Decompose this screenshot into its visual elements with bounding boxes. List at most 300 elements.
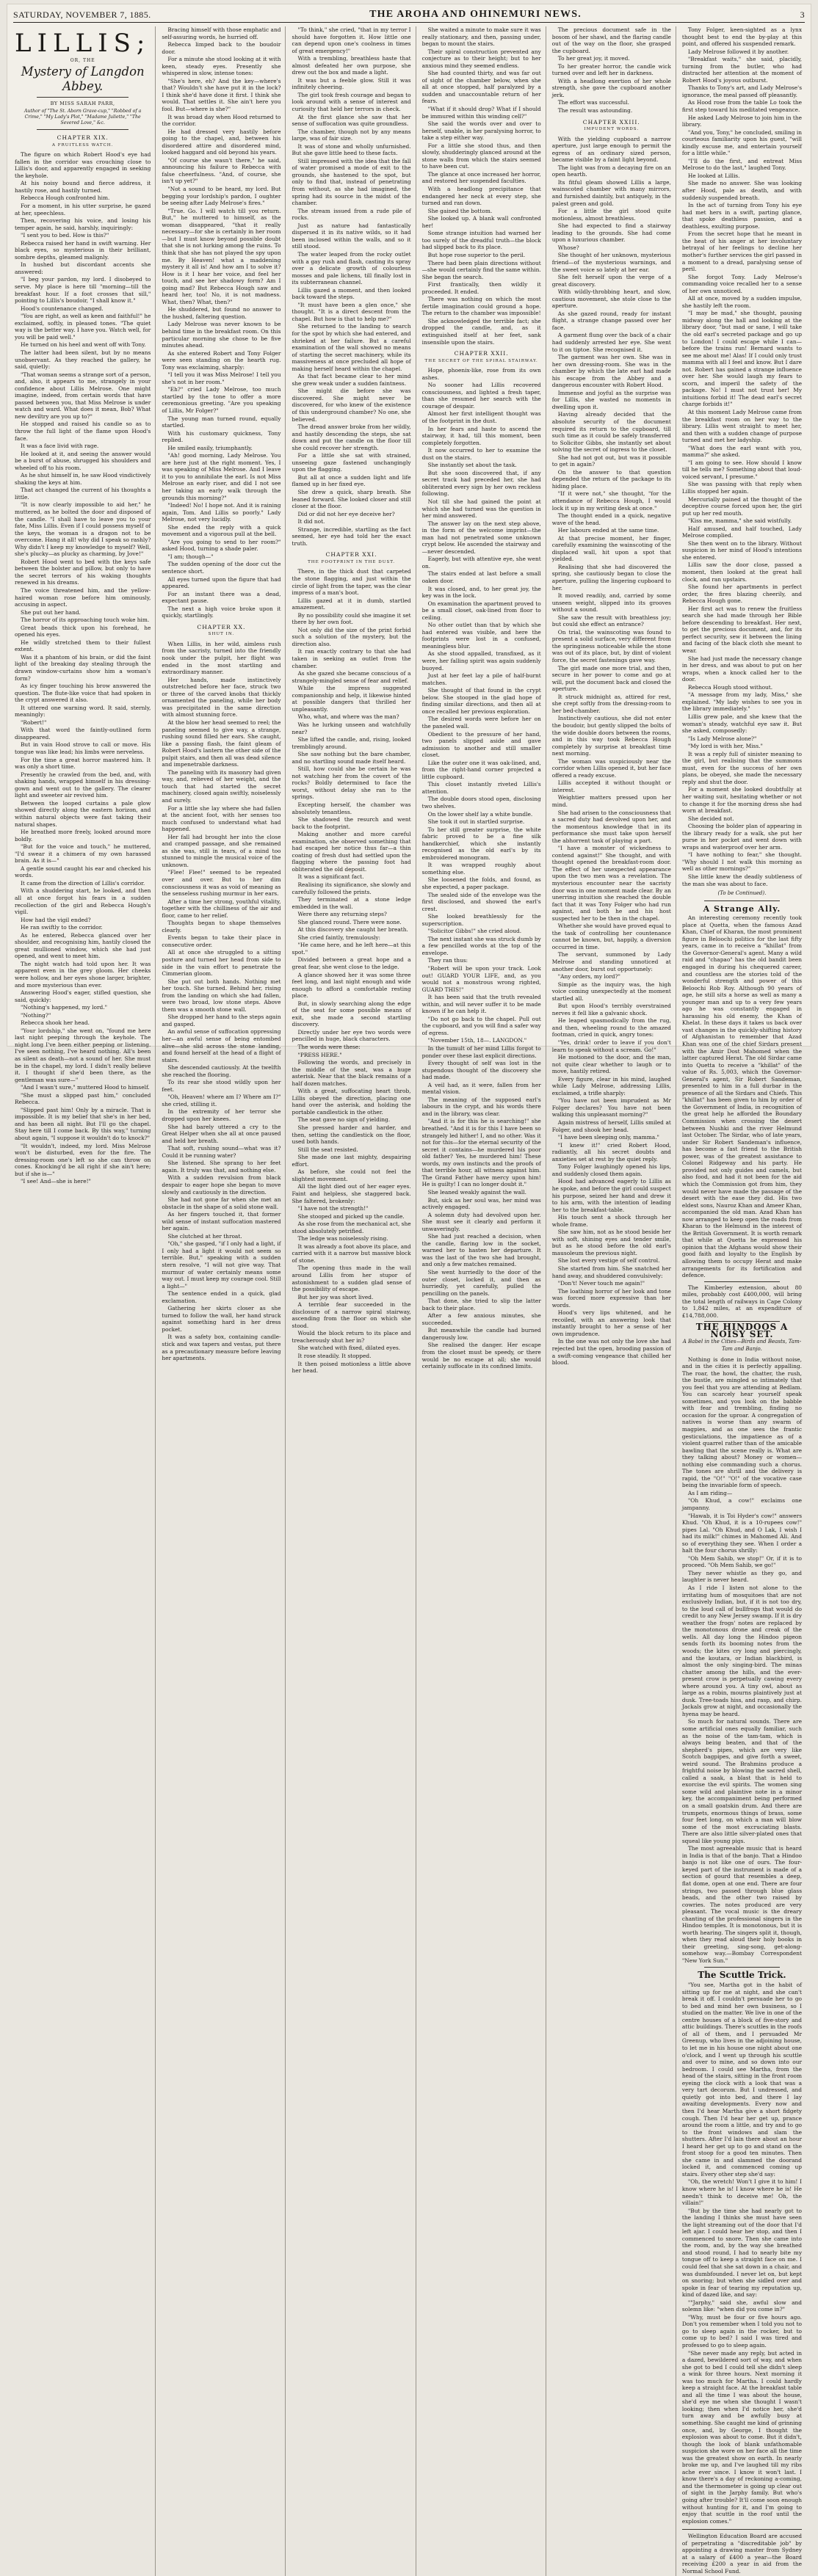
paragraph: But all at once a sudden light and life flamed up in her fixed eye. — [292, 473, 411, 488]
serial-or-the: OR, THE — [70, 58, 95, 63]
paragraph: "I have nothing to fear," she thought. "Why should I not walk this morning as well as other mornings?" — [681, 851, 802, 873]
paragraph: That act changed the current of his thoughts a little. — [15, 487, 151, 501]
paragraph: For a moment, in his utter surprise, he gazed at her, speechless. — [15, 203, 151, 217]
paragraph: "I knew it!" cried Robert Hood, radiantly, all his secret doubts and anxieties set at rest by the quiet reply. — [551, 1141, 671, 1163]
paragraph: As her fingers touched it, that former wild sense of instant suffocation mastered her again. — [162, 1211, 281, 1232]
paragraph: The desired words were before her on the paneled wall. — [421, 716, 541, 729]
paragraph: She drew a quick, sharp breath. She leaned forward. She looked closer and still closer at the floor. — [292, 489, 411, 510]
paragraph: Her labours ended at the same time. — [557, 527, 659, 534]
paragraph: She saw him, not as he stood beside her with soft, shining eyes and tender smile, but as he stood before the old earl's mausoleum the previous night. — [551, 1229, 671, 1256]
paragraph: The next instant she was struck dumb by a few pencilled words at the top of the envelope. — [421, 935, 541, 956]
paragraph: Some strange intuition had warned her too surely of the dreadful truth—the block had slipped back to its place. — [421, 230, 541, 251]
paragraph: "Are you going to send to her room?" asked Hood, turning a shade paler. — [162, 538, 281, 553]
paragraph: Like the outer one it was oak-lined, and, from the right-hand corner projected a little cupboard. — [421, 759, 541, 780]
paragraph: "Solicitor Gibbs!" she cried aloud. — [427, 928, 522, 935]
paragraph: The stream issued from a rude pile of rocks. — [292, 207, 411, 222]
paragraph: He looked at it, and seeing the answer would be a burst of abuse, shrugged his shoulders and wheeled off to his room. — [15, 450, 151, 471]
paragraph: Were there any returning steps? — [297, 911, 387, 918]
column-2 — [159, 26, 286, 2576]
paragraph: An awful sense of suffocation oppressing her—an awful sense of being entombed alive—she slid across the stone landing, and found herself at the head of a flight of stairs. — [162, 1028, 281, 1063]
paragraph: The loathing horror of her look and tone was forced more expressive than her words. — [551, 1287, 671, 1309]
paragraph: Hood had advanced eagerly to Lillis as he spoke, and before the girl could suspect his purpose, seized her hand and drew it to his arm, with the intention of leading her to the breakfast-table. — [551, 1178, 671, 1213]
paragraph: Great beads thick upon his forehead, he opened his eyes. — [15, 624, 151, 638]
paragraph: "It is now clearly impossible to aid her," he muttered, as he bolted the door and disposed of the candle. "I shall have to leave you to your fate, Miss Lillis. Even if I could possess myself of the keys, the woman is a dragon not to be overcome. Hang it all! why did I speak so rashly? Why didn't I keep my knowledge to myself? Well, she's plucky—as plucky as charming, by Jove!" — [15, 501, 151, 558]
paragraph: "But by the time she had nearly got to the landing I thinks she must have seen the light streaming out of the door that I'd left ajar. I could hear her stop, and then I commenced to snore. Then she came into the room, and, by the way she breathed and stood round, I had to nearly bite my tongue off to keep a straight face on me. I could feel that she sat down in a chair, and was dumbfounded. I never let on, but kept on snoring; but when she sidled over and spoke in fear of tearing my reputation up, kind of dazed like, and say: — [681, 2207, 802, 2299]
serial-byline: BY MISS SARAH PARR, — [50, 100, 115, 106]
paragraph: He had dressed very hastily before going to the chapel, and, between his disordered attire and disordered mind, looked haggard and old beyond his years. — [162, 128, 281, 156]
paragraph: As she gazed she became conscious of a strangely-mingled sense of fear and relief. — [292, 670, 411, 684]
paragraph: The seat gave no sign of yielding. — [297, 1116, 391, 1124]
paragraph: "Your lordship," she went on, "found me here last night peeping through the keyhole. The night long I've been either peeping or listening. I've seen nothing, I've heard nothing. All's been as silent as death—not a sound of her. She must be in the chapel, my lord. I didn't really believe it. I thought if she'd been there, as the gentleman was sure—" — [15, 1027, 151, 1083]
paragraph: Simple as the inquiry was, the high voice coming unexpectedly at the moment startled all. — [551, 980, 671, 1002]
paragraph: The stairs ended at last before a small oaken door. — [421, 570, 541, 585]
paragraph: At this moment Lady Melrose came from the breakfast room on her way to the library. Lillis went straight to meet her, and then with a sudden change of purpose turned and met her ladyship. — [681, 408, 802, 444]
divider — [37, 97, 129, 98]
paragraph: Still impressed with the idea that the fall of water promised a mode of exit to the grounds, she hastened to the spot, but only to find that, instead of penetrating from without, as she had imagined, the spring had its source in the midst of the chamber. — [292, 157, 411, 207]
article-body — [682, 1982, 802, 2525]
paragraph: She forgot Tony. Lady Melrose's commanding voice recalled her to a sense of her own unnoticed. — [681, 273, 802, 294]
paragraph: By no possibility could she imagine it set there by her own foot. — [292, 611, 411, 626]
paragraph: She stooped and picked up the candle. — [297, 1212, 405, 1220]
paragraph: It ran exactly contrary to that she had taken in seeking an outlet from the chamber. — [292, 648, 411, 669]
paragraph: Who, what, and where was the man? — [297, 713, 399, 721]
paragraph: "That woman seems a strange sort of a person, and, also, it appears to me, strangely in your confidence about Lillis Melrose. One might imagine, indeed, from certain words that have passed between you, that Miss Melrose is under watch and ward. What does it mean, Bob? What new deviltry are you up to?" — [15, 371, 151, 420]
column-3 — [289, 26, 416, 2576]
paragraph: Thoughts began to shape themselves clearly. — [162, 920, 281, 934]
paragraph: At this discovery she caught her breath. — [297, 926, 408, 934]
paragraph: Choosing the bolder plan of appearing in the library ready for a walk, she put her purse in her pocket and went down with wraps and waterproof over her arm. — [681, 823, 802, 851]
paragraph: Lillis gazed at it in dumb, startled amazement. — [292, 597, 411, 611]
paragraph: Just as nature had fantastically dispersed it in its native wilds, so it had been inclosed within the walls, and so it still stood. — [292, 222, 411, 250]
paragraph: "What does the earl want with you, mamma?" she asked. — [681, 444, 802, 459]
paragraph: She looked breathlessly for the superscription. — [421, 913, 541, 927]
paragraph: Between the looped curtains a pale glow showed directly along the eastern horizon, and within natural objects were fast taking their natural shapes. — [15, 799, 151, 828]
paragraph: "But for the voice and touch," he muttered, "I'd swear it a chimera of my own harassed brain. As it is—" — [15, 843, 151, 865]
paragraph: She put out both hands. Nothing met her touch. She turned. Behind her, rising from the landing on which she had fallen, were two broad, low stone steps. Above them was a smooth stone wall. — [162, 978, 281, 1013]
paragraph: "And it is for this he is searching!" she breathed. "And it is for this I have been so strangely led hither! I, and no other. Was it not for this—for the eternal security of the secret it contains—he murdered his poor old father? Yes, he murdered him! These words, my own instincts and the proofs of that terrible hour, all witness against him. The Grand Father have mercy upon him! He is guilty! I can no longer doubt it." — [421, 1118, 541, 1188]
paragraph: Bracing himself with those emphatic and self-assuring words, he hurried off. — [162, 26, 281, 40]
paragraph: ""Jarphy," said she, awful slow and solemn like: "when did you come in?" — [681, 2299, 802, 2313]
paragraph: "Yes, drink! order to leave if you don't learn to speak without a scream. Go!" — [551, 1039, 671, 1053]
paragraph: Divided between a great hope and a great fear, she went close to the ledge. — [292, 956, 411, 970]
paragraph: There had been plain directions without—she would certainly find the same within. She began the search. — [421, 259, 541, 280]
paragraph: "Why, must be four or five hours ago. Don't you remember when I told you not to go to sleep again in the rocker, but to come up to bed? I said I was tired and professed to go to sleep again. — [681, 2313, 802, 2348]
paragraph: The ledge was noiselessly rising. — [297, 1235, 388, 1242]
paragraph: Excepting herself, the chamber was absolutely tenantless. — [292, 801, 411, 815]
paragraph: Rebecca limped back to the boudoir door. — [162, 41, 281, 55]
article-body — [422, 26, 541, 346]
paragraph: No other outlet than that by which she had entered was visible, and here the footprints were lost in a confused, meaningless blur. — [421, 622, 541, 650]
paragraph: For a moment she looked doubtfully at her waiting suit, hesitating whether or not to change it for the morning dress she had worn at breakfast. — [681, 786, 802, 815]
paragraph: The woman was suspiciously near the corridor when Lillis opened it, but her face offered a ready excuse. — [551, 757, 671, 779]
paragraph: It uttered one warning word. It said, sternly, meaningly: — [15, 704, 151, 718]
paragraph: "November 15th, 18—. LANGDON." — [427, 1037, 527, 1044]
paragraph: She might die before she was discovered. She might never be discovered, for who knew of the existence of this underground chamber? No one, she believed. — [292, 388, 411, 423]
paragraph: On the lower shelf lay a white bundle. — [427, 810, 533, 818]
paragraph: Every thought of self was lost in the stupendous thought of the discovery she had made. — [421, 1060, 541, 1081]
paragraph: Robert Hood went to bed with the keys safe between the bolster and pillow, but only to have the secret terrors of his waking thoughts renewed in his dreams. — [15, 558, 151, 586]
paragraph: Still the seat resisted. — [297, 1146, 358, 1153]
paragraph: "I am; though—" — [167, 553, 214, 560]
paragraph: A terrible fear succeeded in the disclosure of a narrow spiral stairway, ascending from the floor on which she stood. — [292, 1301, 411, 1329]
paragraph: To her greater horror, the candle wick turned over and left her in darkness. — [551, 62, 671, 77]
paragraph: He stopped and raised his candle so as to throw the full light of the flame upon Hood's face. — [15, 421, 151, 442]
paragraph: "I sent you to bed. How is this?" — [21, 232, 109, 239]
paragraph: The latter had been silent, but by no means unobservant. As they reached the gallery, he said, quietly: — [15, 349, 151, 371]
paragraph: He turned on his heel and went off with Tony. — [21, 341, 146, 349]
paragraph: First frantically, then wildly it proceeded. It ended. — [421, 281, 541, 295]
paragraph: Still, how could she be certain he was not watching her from the covert of the rocks? Boldly determined to face the worst, without delay she ran to the springs. — [292, 765, 411, 801]
paragraph: He leaped spasmodically from the rug, and then, wheeling round to the amazed footman, cried in quick, angry tones: — [551, 1017, 671, 1038]
paragraph: Lillis saw the door close, passed a moment, then looked at the great hall clock, and ran upstairs. — [681, 561, 802, 583]
paragraph: His touch sent a shock through her whole frame. — [551, 1214, 671, 1228]
paragraph: She ended the reply with a quick movement and a vigorous pull at the bell. — [162, 523, 281, 538]
paragraph: That soft, rushing sound—what was it? Could it be running water? — [162, 1145, 281, 1159]
paragraph: Did or did not her eye deceive her? — [297, 510, 395, 517]
article-body — [682, 26, 802, 887]
paragraph: "I tell you it was Miss Melrose! I tell you she's not in her room." — [162, 371, 281, 385]
paragraph: Immense and joyful as the surprise was for Lillis, she wasted no moments in dwelling upon it. — [551, 389, 671, 410]
paragraph: As I am riding— — [687, 1489, 733, 1496]
paragraph: She started from him. She snatched her hand away, and shuddered convulsively: — [551, 1265, 671, 1279]
paragraph: In the extremity of her terror she dropped upon her knees. — [162, 1108, 281, 1123]
paragraph: As that fact became clear to her mind she grew weak under a sudden faintness. — [292, 373, 411, 387]
article-body — [552, 136, 671, 1367]
paragraph: Rebecca shook her head. — [21, 1019, 90, 1027]
paragraph: It was closed, and, to her great joy, the key was in the lock. — [421, 585, 541, 600]
paragraph: She felt herself upon the verge of a great discovery. — [551, 274, 671, 288]
paragraph: Its fitful gleam showed Lillis a large, wainscoted chamber with many mirrors, and furnished daintily, but antiquely, in the palest green and gold. — [551, 178, 671, 207]
article-body — [292, 568, 410, 1374]
column-5 — [549, 26, 676, 2576]
paragraph: She said the words over and over to herself, unable, in her paralysing horror, to take a step either way. — [421, 120, 541, 142]
paragraph: It moved readily, and, carried by some unseen weight, slipped into its grooves without a sound. — [551, 592, 671, 614]
paragraph: Eagerly, but with attentive eye, she went on. — [421, 556, 541, 570]
paragraph: The figure on which Robert Hood's eye had fallen in the corridor was crouching close to Lillis's door, and apparently engaged in seeking the keyhole. — [15, 151, 151, 179]
paragraph: With that word the faintly-outlined form disappeared. — [15, 727, 151, 741]
paragraph: She had barely uttered a cry to the Great Helper when she all at once paused and held her breath. — [162, 1123, 281, 1144]
paragraph: "If it were not," she thought, "for the attendance of Rebecca Hough, I would lock it up in my writing desk at once." — [551, 490, 671, 512]
paragraph: "To think," she cried, "that in my terror I should have forgotten it. How little one can depend upon one's coolness in times of great emergency!" — [292, 26, 411, 54]
paragraph: They never whistle as they go, and laughter is never heard. — [681, 1569, 802, 1584]
column-6 — [679, 26, 806, 2576]
paragraph: "Oh, Heaven! where am I? Where am I?" she cried, stilling it. — [162, 1094, 281, 1107]
paragraph: "You are right, as well as keen and faithful!" he exclaimed, softly, in pleased tones. "The quiet way is the better way. I have you. Watch well, for you will be paid well." — [15, 313, 151, 341]
paragraph: The girl made one more trial, and then, secure in her power to come and go at will, put the document back and closed the aperture. — [551, 664, 671, 693]
paragraph: But, sick as her soul was, her mind was actively engaged. — [421, 1196, 541, 1211]
paragraph: "She never made any reply, but acted in a dazed, bewildered sort of way, and when she got to bed I could tell she didn't sleep a wink for three hours. Next morning it was too much for Martha. I could hardly keep a straight face. At the breakfast table and all the time I was about the house, she'd eye me when she thought I wasn't looking; then when I'd notice her, she'd turn away and be awfully busy at something. She caught me kind of grinning once, and, by George, I thought the explosion was about to come. But it didn't, though the look of blank unfathomable suspicion she wore on her face all the time was the greatest show on earth. In nearly broke me up, and I've laughed till my ribs ache ever since. I know it won't last. I know there's a day of reckoning a-coming, and the thermometer is going up clear out of sight in the Jarphy family. But who's going after trouble? It'll come soon enough without hunting for it, and I'm going to enjoy that scuttle in the roof until the explosion comes." — [681, 2349, 802, 2525]
paragraph: The dread answer broke from her wildly, and hastily descending the steps, she sat down and put the candle on the floor till she could recover her strength. — [292, 423, 411, 451]
paragraph: Lillis grew pale, and she knew that the woman's steady, watchful eye saw it. But she asked, composedly: — [681, 713, 802, 735]
paragraph: It came from the direction of Lillis's corridor. — [21, 879, 145, 887]
chapter-heading: CHAPTER XX. — [197, 623, 246, 630]
paragraph: Whether she would have proved equal to the task of controlling her countenance cannot be known, but, happily, a diversion occurred in time. — [551, 923, 671, 950]
paragraph: Instinctively cautious, she did not enter the boudoir, but gently slipped the bolts of the wide double doors between the rooms, and in this way took Rebecca Hough completely by surprise at breakfast time next morning. — [551, 715, 671, 757]
paragraph: Tony Folger, keen-sighted as a lynx thought best to end the by-play at this point, and offered his suspended remark. — [681, 26, 802, 48]
paragraph: With a great, suffocating heart throb, Lillis obeyed the direction, placing one hand over the asterisk, and holding the portable candlestick in the other. — [292, 1088, 411, 1116]
paragraph: The glance at once increased her horror, and restored her suspended faculties. — [421, 170, 541, 185]
paragraph: But hope rose superior to the peril. — [427, 251, 526, 258]
paragraph: "Indeed! No! I hope not. And it is raining again, Tom. And Lillis so poorly." Lady Melrose, not very lucidly. — [162, 502, 281, 523]
paragraph: But upon Hood's terribly overstrained nerves it fell like a galvanic shock. — [551, 1003, 671, 1016]
paragraph: She decided not. — [687, 815, 734, 822]
paragraph: He asked Lady Melrose to join him in the library. — [681, 114, 802, 128]
paragraph: It was of stone and wholly unfurnished. But she gave little heed to these facts. — [292, 142, 411, 157]
paragraph: Strange, incredible, startling as the fact seemed, her eye had told her the exact truth. — [292, 525, 411, 547]
article-title: THE HINDOOS A NOISY SET. — [695, 1322, 789, 1339]
paragraph: With a trembling, breathless haste that almost defeated her own purpose, she drew out the box and made a light. — [292, 55, 411, 76]
paragraph: Her hands, made instinctively outstretched before her face, struck two or three of the carved knobs that thickly ornamented the paneling, while her body was precipitated in the same direction with almost stunning force. — [162, 676, 281, 718]
paragraph: It was but a feeble glow. Still it was infinitely cheering. — [292, 76, 411, 91]
paragraph: They ran thus: — [427, 957, 468, 964]
paragraph: But, in slowly searching along the edge of the seat for some possible means of exit, she made a second startling discovery. — [292, 1000, 411, 1028]
paragraph: Would the block return to its place and treacherously shut her in? — [292, 1330, 411, 1344]
paragraph: It was already a foot above its place, and carried with it a narrow but massive block of stone. — [292, 1242, 411, 1264]
paragraph: "Of course she wasn't there," he said, announcing his failure to Rebecca with false cheerfulness. "And, of course, she isn't up yet?" — [162, 156, 281, 185]
paragraph: At the first glance she saw that her sense of suffocation was quite groundless. — [292, 113, 411, 128]
paragraph: In the one was not only the love she had rejected but the open, brooding passion of a swift-coming vengeance that chilled her blood. — [551, 1338, 671, 1367]
paragraph: The double doors stood open, disclosing two shelves. — [421, 796, 541, 809]
paragraph: On the answer to that question depended the return of the package to its hiding place. — [551, 468, 671, 490]
paragraph: A solemn duty had devolved upon her. She must see it clearly and perform it unwaveringly. — [421, 1211, 541, 1232]
paragraph: She listened. She sprang to her feet again. It truly was that, and nothing else. — [162, 1160, 281, 1174]
divider — [37, 129, 129, 130]
paragraph: To her great joy, it moved. — [557, 55, 630, 62]
paragraph: The night watch had told upon her. It was apparent even in the grey gloom. Her cheeks were hollow, and her eyes shone larger, brighter, and more mysterious than ever. — [15, 960, 151, 989]
chapter-subheading: THE FOOTPRINT IN THE DUST. — [308, 559, 395, 564]
paragraph: He wildly stretched them to their fullest extent. — [15, 638, 151, 653]
paragraph: The opening thus made in the wall around Lillis from her stupor of astonishment to a sudden glad sense of the possibility of escape. — [292, 1265, 411, 1293]
paragraph: On examination the apartment proved to be a small closet, oak-lined from floor to ceiling. — [421, 600, 541, 621]
paragraph: As he entered, Rebecca glanced over her shoulder, and recognising him, hastily closed the great mullioned window, which she had just opened, and went to meet him. — [15, 931, 151, 960]
paragraph: Hood's very lips whitened, and he recoiled, with an answering look that instantly brought to her a sense of her own imprudence. — [551, 1309, 671, 1337]
article-body — [162, 26, 280, 619]
paragraph: Half amused, and half touched, Lady Melrose complied. — [681, 525, 802, 539]
paragraph: She loosened the folds, and found, as she expected, a paper package. — [421, 876, 541, 890]
divider — [704, 900, 780, 901]
paragraph: "Hawab, it is Toi Hyder's cow!" answers Khud. "Oh Khud, it is a 10-rupees cow!" pipes Lal. "Oh Khud, and O Lak, I wish I had its milk!" chimes in Mahomed Ali. And so of everything they see. When I order a halt the four chorus shrilly: — [681, 1512, 802, 1554]
paragraph: It was a face livid with rage. — [21, 443, 99, 450]
paragraph: "Eh?" cried Lady Melrose, too much startled by the tone to offer a more ceremonious greeting. "Are you speaking of Lillis, Mr Folger?" — [162, 386, 281, 414]
paragraph: It rose steadily. It stopped. — [297, 1352, 372, 1359]
paragraph: She had just made the necessary change in her dress, and was about to put on her wraps, when a knock called her to the door. — [681, 655, 802, 683]
paragraph: Their spiral construction prevented any conjecture as to their height; but to her anxious mind they seemed endless. — [421, 48, 541, 69]
paragraph: The result was astounding. — [557, 107, 633, 114]
paragraph: Then, recovering his voice, and losing his temper again, he said, harshly, inquiringly: — [15, 217, 151, 231]
paragraph: Whose? — [557, 244, 579, 251]
paragraph: With wildly-throbbing heart, and slow, cautious movement, she stole close to the aperture. — [551, 288, 671, 310]
paragraph: It was wrapped roughly about something else. — [421, 862, 541, 876]
paragraph: Thanks to Tony's art, and Lady Melrose's ignorance, the meal passed off pleasantly. — [681, 84, 802, 98]
serial-subtitle: Mystery of Langdon Abbey. — [21, 64, 145, 93]
paragraph: The paneling with its masonry had given way, and, relieved of her weight, and the touch that had started the secret machinery, closed again swiftly, noiselessly and surely. — [162, 768, 281, 804]
paragraph: "And you, Tony," he concluded, smiling in courteous familiarity upon his guest, "will kindly excuse me, and entertain yourself for a little while." — [681, 128, 802, 157]
paragraph: For a little she stood thus, and then slowly, shudderingly glanced around at the stone walls from which the stairs seemed to have been cut. — [421, 142, 541, 170]
article-title: A Strange Ally. — [703, 903, 781, 914]
paragraph: As she stood appalled, transfixed, as it were, her falling spirit was again suddenly buoyed. — [421, 650, 541, 672]
paragraph: "Robert!" — [21, 718, 47, 726]
paragraph: To its rear she stood wildly upon her feet. — [162, 1079, 281, 1093]
paragraph: "True. Go. I will watch till you return. But," he muttered to himself, as the woman disappeared, "that it really necessary—for she is certainly in her room—but I must know beyond possible doubt that she is not lurking among the ruins. To think that she has not played the spy upon me. By Heaven! what a maddening mystery it all is! And how am I to solve it? How is it I hear her voice, and feel her touch, and see her shadowy form? Am I going mad? But Rebecca Hough saw and heard her, too! No, it is not madness. What, then? What, then?" — [162, 207, 281, 305]
paragraph: Rebecca raised her hand in swift warning. Her black eyes, so mysterious in their brilliant, sombre depths, gleamed malignly. — [15, 239, 151, 261]
paragraph: Hope, phoenix-like, rose from its own ashes. — [421, 367, 541, 381]
paragraph: At that precise moment, her finger, carefully examining the wainscoting of the displaced wall, hit upon a spot that yielded. — [551, 534, 671, 563]
paragraph: "Oh Khud, a cow!" exclaims one jampanny. — [681, 1497, 802, 1512]
paragraph: She had not gone far when she met an obstacle in the shape of a solid stone wall. — [162, 1196, 281, 1210]
serial-author-note: Author of "The St. Aborn Grave-cup," "Robbed of a Crime," "My Lady's Plot," "Madame Juliette," "The Severed Love," &c. — [24, 109, 142, 126]
chapter-subheading: SHUT IN. — [208, 632, 235, 637]
chapter-subheading: A FRUITLESS WATCH. — [51, 142, 114, 148]
paragraph: She saw the result with breathless joy; but could she effect an entrance? — [551, 614, 671, 628]
paragraph: With the yielding cupboard a narrow aperture, just large enough to permit the egress of an ordinary sized person, became visible by a faint light beyond. — [551, 135, 671, 164]
paragraph: Events began to take their place in consecutive order. — [162, 934, 281, 948]
chapter-heading: CHAPTER XXIII. — [582, 118, 640, 125]
paragraph: "I have not the strength!" — [297, 1205, 369, 1212]
paragraph: She glanced round. There were none. — [297, 918, 402, 925]
paragraph: She clutched at her throat. — [167, 1232, 242, 1240]
paragraph: "I am going to see. How should I know till he tells me? Something about that loud-voiced servant, I presume." — [681, 459, 802, 480]
paragraph: With a shuddering start, he looked, and then all at once forgot his fears in a sudden recollection of the girl and Rebecca Hough's vigil. — [15, 887, 151, 916]
paragraph: It was a reply full of sinister meaning to the girl, but realising that the summons must, even for the success of her own plans, be obeyed, she made the necessary reply and shut the door. — [681, 750, 802, 785]
paragraph: He breathed more freely, looked around more boldly. — [15, 829, 151, 843]
chapter-subheading: THE SECRET OF THE SPIRAL STAIRWAY. — [424, 358, 538, 363]
paragraph: "Oh Mem Sahib, we stop!" Or, if it is to proceed. "Oh Mem Sahib, we go!" — [681, 1554, 802, 1569]
paragraph: Presently he crawled from the bed, and, with shaking hands, wrapped himself in his dressing-gown and went out to the gallery. The clearer light and sweeter air revived him. — [15, 771, 151, 799]
paragraph: How had the vigil ended? — [21, 916, 91, 923]
paragraph: On trial, the wainscoting was found to present a solid surface, very different from the springiness noticeable while the stone was out of its place, but, by dint of violent force, the secret fastenings gave way. — [551, 628, 671, 664]
paragraph: As I ride I listen not alone to the irritating hum of mosquitoes that are not exclusively Indian, but, if it is not too dry, to the loud call of bullfrogs that would do credit to any New Jersey swamp. If it is dry weather the frogs' notes are replaced by the monotonous drone and creak of the wells. All day long the Hindoo pigeon sends forth its booming notes from the woods; the kites cry long and piercingly, and the koutara, or Indian blackbird, is almost the only singing-bird. The minas chatter among the hills, and the ever-present crow is perpetually cawing every where around you. A tiny owl, about as large as a robin, mourns plaintively just at dusk. Tree-toads hiss, and rasp, and chirp. Jackals grow at night, and occasionally the hyena may be heard. — [681, 1584, 802, 1717]
paragraph: But meanwhile the candle had burned dangerously low. — [421, 1327, 541, 1341]
paragraph: It was broad day when Hood returned to the corridor. — [162, 113, 281, 128]
paragraph: She had just reached a decision, when the candle, flaring low in the socket, warned her to hasten her departure. It was the last of the two she had brought, and only a few matches remained. — [421, 1233, 541, 1268]
paragraph: Not only did the size of the print forbid such a solution of the mystery, but the direction also. — [292, 626, 411, 647]
article-body — [162, 641, 280, 1362]
paragraph: As Hood rose from the table Lo took the first step toward his meditated vengeance. — [681, 99, 802, 114]
paragraph: After a few anxious minutes, she succeeded. — [421, 1312, 541, 1326]
paragraph: In her fears and haste to ascend the stairway, it had, till this moment, been completely forgotten. — [421, 425, 541, 446]
paragraph: He shuddered, but found no answer to the hushed, faltering question. — [162, 306, 281, 320]
paragraph: Lillis gazed a moment, and then looked back toward the steps. — [292, 286, 411, 301]
paragraph: "Oh, the wretch! Won't I give it to him! I know where he is! I know where he is! He needn't think to deceive me! Oh, the villain!" — [681, 2178, 802, 2207]
paragraph: The meaning of the supposed earl's labours in the crypt, and his words there and in the library, was clear. — [421, 1096, 541, 1117]
paragraph: "Nothing?" — [21, 1011, 51, 1019]
paragraph: Following the words, and precisely in the middle of the seat, was a huge asterisk. Near that the black remains of a half dozen matches. — [292, 1059, 411, 1087]
paragraph: She thought of her unknown, mysterious friend—of the mysterious warnings, and the sweet voice so lately at her ear. — [551, 252, 671, 273]
paragraph: He smiled easily, triumphantly. — [167, 444, 253, 451]
article-body — [15, 151, 151, 1185]
paragraph: With his customary quickness, Tony replied. — [162, 429, 281, 444]
paragraph: "Kiss me, mamma," she said wistfully. — [687, 517, 792, 525]
paragraph: They terminated at a stone ledge embedded in the wall. — [292, 896, 411, 910]
column-grid — [12, 26, 806, 2575]
paragraph: "She's here, eh? And the key—where's that? Wouldn't she have put it in the lock? I think she'd have done it first. I think she would. That settles it. She ain't here you fool. But—where is she?" — [162, 77, 281, 113]
paragraph: The young man turned round, equally startled. — [162, 415, 281, 429]
paragraph: Mercurially pained at the thought of the deceptive course forced upon her, the girl put up her red mouth. — [681, 495, 802, 517]
paragraph: She lifted the candle, and, rising, looked tremblingly around. — [292, 736, 411, 750]
paragraph: At his noisy bound and fierce address, it hastily rose, and hastily turned. — [15, 180, 151, 194]
chapter-subheading: IMPUDENT WORDS. — [584, 127, 640, 132]
paragraph: All at once she struggled to a sitting posture and turned her head from side to side in the vain effort to penetrate the Cimmerian gloom. — [162, 949, 281, 978]
column-1 — [12, 26, 156, 2576]
paragraph: A gentle sound caught his ear and checked his words. — [15, 865, 151, 879]
paragraph: "It must have been a glen once," she thought. "It is a direct descent from the chapel. But how is that to help me?" — [292, 301, 411, 322]
page-number: 3 — [800, 9, 805, 20]
paragraph: "Any orders, my lord?" — [557, 973, 620, 980]
paragraph: She had expected to find a stairway leading to the grounds. She had come upon a luxurious chamber. — [551, 222, 671, 244]
paragraph: She leaned weakly against the wall. — [427, 1188, 527, 1196]
paragraph: In the tumult of her mind Lillis forgot to ponder over these last explicit directions. — [421, 1045, 541, 1059]
paragraph: The voice threatened him, and the yellow-haired woman rose before him ominously, accusing in aspect. — [15, 587, 151, 608]
paragraph: The chamber, though not by any means large, was of fair size. — [292, 128, 411, 142]
paragraph: She pressed harder and harder, and then, setting the candlestick on the floor, used both hands. — [292, 1124, 411, 1146]
paragraph: But in vain Hood strove to call or move. His tongue was like lead; his limbs were nerveless. — [15, 741, 151, 756]
paragraph: The horror of its approaching touch woke him. — [21, 616, 150, 624]
paragraph: She watched with fixed, dilated eyes. — [297, 1345, 401, 1352]
paragraph: Having already decided that the absolute security of the document required its return to the cupboard, till such time as it could be safely transferred to Solicitor Gibbs, she instantly set about solving the secret of ingress to the closet. — [551, 411, 671, 454]
divider — [704, 1281, 780, 1282]
paragraph: Just at her feet lay a pile of half-burnt matches. — [421, 672, 541, 686]
article-subtitle: A Babel in the Cities—Birds and Beasts, Tam-Tam and Banjo. — [682, 1339, 802, 1352]
article-body — [422, 367, 541, 1369]
paragraph: She little knew the deadly subtleness of the man she was about to face. — [681, 873, 802, 887]
paragraph: The effort was successful. — [557, 99, 629, 106]
paragraph: "Slipped past him! Only by a miracle. That is impossible. It is my belief that she's in her bed, and has been all night. But I'll go the chapel. Stay here till I come back. By this way," turning about again, "I suppose it wouldn't do to knock?" — [15, 1106, 151, 1142]
paragraph: For a little she sat with strained, unseeing gaze fastened unchangingly upon the flagging. — [292, 452, 411, 473]
paragraph: So much for natural sounds. There are some artificial ones equally familiar, such as the noise of the tam-tam, which is always being beaten, and that of the shepherd's pipes, which are very like Scotch bagpipes, and give forth a sweet, weird sound. The Brahmins produce a frightful noise by blowing the sacred shell, called a saak, a blast that is held to exorcise the evil spirits. The women sing some wild and plaintive note in a minor key, the accompaniment being performed on a small goatskin drum. And there are trumpets, enormous things of brass, some four feet long, on which a man will blow some of the most excruciating blasts. There are also little silver-plated ones that squeal like young pigs. — [681, 1718, 802, 1844]
paragraph: Gathering her skirts closer as she turned to follow the wall, her hand struck against something hard in her dress pocket. — [162, 1305, 281, 1333]
paragraph: A glance showed her it was some three feet long, and last night enough and wide enough to afford a comfortable resting place. — [292, 971, 411, 1000]
paragraph: The thought ended in a quick, negative wave of the head. — [551, 512, 671, 526]
article-title: The Scuttle Trick. — [698, 1969, 786, 1980]
chapter-heading: CHAPTER XXII. — [454, 350, 509, 357]
newspaper-page — [7, 4, 811, 2575]
paragraph: A garment flung over the back of a chair had suddenly arrested her eye. She went to it on tiptoe. She recognised it. — [551, 332, 671, 353]
paragraph: She lost every vestige of self control. — [557, 1257, 660, 1265]
paragraph: It was a safety box, containing candle-stick and wax tapers and vestas, put there as a precautionary measure before leaving her apartments. — [162, 1334, 281, 1362]
paragraph: The words were these: — [297, 1044, 361, 1051]
paragraph: That done, she tried to slip the latter back to their place. — [421, 1298, 541, 1311]
paragraph: She made no answer. She was looking after Hood, pale as death, and with suddenly suspended breath. — [681, 180, 802, 201]
paragraph: As he shut himself in, he saw Hood vindictively shaking the keys at him. — [15, 472, 151, 486]
paragraph: "I may be mad," she thought, pausing midway along the hall and looking at the library door, "but mad or sane, I will take the old earl's secreted package and go up to London! I could escape while I can—before the trains run! Bernard wants to see me about me! Alas! If I could only trust mamma with all I feel and know. But I dare not. Robert has gained a strange influence over her. She would laugh my fears to scorn, and imperil the safety of the package. No! I must not trust her! My intuitions forbid it! The dead earl's secret charge forbids it!" — [681, 310, 802, 408]
paragraph: For an instant there was a dead, expectant pause. — [162, 590, 281, 605]
paragraph: It then poised motionless a little above her head. — [292, 1360, 411, 1375]
paragraph: The answer lay on the next step above, in the form of the welcome imprint—the man had not penetrated some unknown crypt below. He ascended the stairway and—never descended. — [421, 520, 541, 555]
paragraph: The light was from a decaying fire on an open hearth. — [551, 164, 671, 178]
paragraph: As before, she could not feel the slightest movement. — [292, 1168, 411, 1182]
paragraph: Rebecca Hough confronted him. — [21, 194, 110, 202]
paragraph: The most agreeable music that is heard in India is that of the banjo. That a Hindoo banjo is not like one of ours. The four-keyed part of the instrument is made of a section of gourd that resembles a deep, flat dome, open at one end. There are four strings, two passed through blue glass beads, and the other two raised by cowries. The notes produced are very pleasant. The vocal music is the dreary chanting of the professional singers in the Hindoo temples. It is monotonous, but it is worth hearing. The singers split it, though, when they read aloud their holy books in their greeting, sing-song, get-along-somehow way.—Bombay Correspondent "New York Sun." — [681, 1845, 802, 1965]
paragraph: "Oh," she gasped, "if I only had a light, if I only had a light it would not seem so terrible. But," speaking with a sudden stern resolve, "I will not give way. That murmur of water certainly means some way out. I must keep my courage cool. Still a light—" — [162, 1240, 281, 1289]
news-item — [682, 1284, 802, 1320]
paragraph: "I see! And—she is here!" — [21, 1178, 91, 1185]
paragraph: All at once, moved by a sudden impulse, she hastily left the room. — [681, 295, 802, 309]
paragraph: She shadowed the resurch and went back to the footprint. — [292, 816, 411, 830]
paragraph: "What if it should drop? What if I should be immured within this winding cell?" — [421, 106, 541, 120]
paragraph: She dropped her hand to the steps again and gasped. — [162, 1014, 281, 1027]
paragraph: The garment was her own. She was in her own dressing-room. She was in the chamber by which the late earl had made his escape from the Abbey and a dangerous encounter with Robert Hood. — [551, 354, 671, 389]
paragraph: The sentence ended in a quick, glad exclamation. — [162, 1290, 281, 1304]
paragraph: From the secret hope that he meant in the heat of his anger at her involuntary betrayal of her feelings to decline her mother's further services the girl passed in a moment to a dread, paralysing sense of peril. — [681, 230, 802, 273]
paragraph: A veil had, as it were, fallen from her mental vision. — [421, 1081, 541, 1096]
paragraph: He looked at Lillis. — [687, 172, 740, 179]
paragraph: Her fall had brought her into the close and cramped passage, and she remained as she was, still in tears, of a mind too stunned to mingle the musical voice of the unknown. — [162, 833, 281, 868]
paragraph: "It wouldn't, indeed, my lord. Miss Melrose won't be disturbed, even for the fire. The dressing-room one's left so she can throw on cones. Knocking'd be all right if she ain't here; but if she is—" — [15, 1142, 151, 1177]
paragraph: Making another and more careful examination, she observed something that had escaped her notice thus far—a thin coating of fresh dust had settled upon the flagging where the passing foot had obliterated the old deposit. — [292, 831, 411, 873]
paragraph: Not till she had gained the point at which she had turned was the question in her mind answered. — [421, 498, 541, 520]
chapter-heading: CHAPTER XXI. — [325, 551, 377, 559]
paragraph: She made one last mighty, despairing effort. — [292, 1154, 411, 1168]
